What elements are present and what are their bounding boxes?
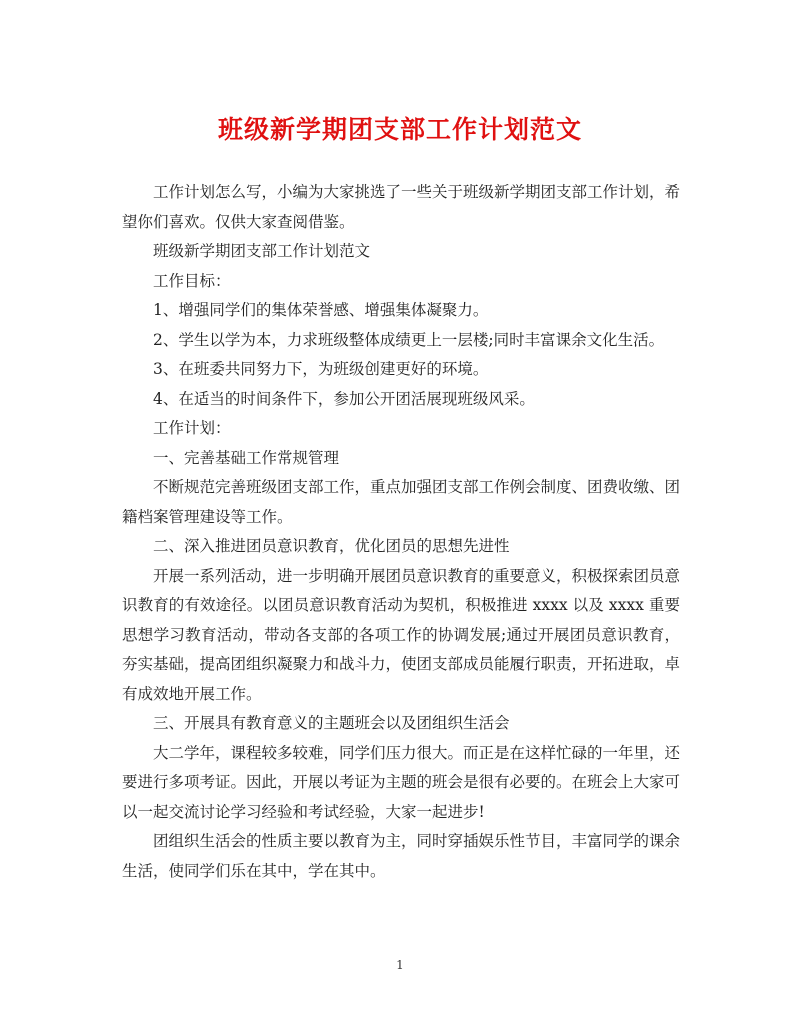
- page-number: 1: [396, 958, 404, 972]
- goal-item-3: 3、在班委共同努力下，为班级创建更好的环境。: [153, 360, 489, 378]
- section-paragraph-3a: 大二学年，课程较多较难，同学们压力很大。而正是在这样忙碌的一年里，还要进行多项考证。因此，开展以考证为主题的班会是很有必要的。在班会上大家可以一起交流讨论学习经验和考试经验，大家一起进步!: [122, 743, 681, 821]
- section-heading-3: 三、开展具有教育意义的主题班会以及团组织生活会: [153, 714, 510, 732]
- plan-heading: 工作计划：: [153, 419, 231, 437]
- section-heading-1: 一、完善基础工作常规管理: [153, 448, 340, 467]
- goals-heading: 工作目标：: [153, 271, 231, 290]
- goal-item-2: 2、学生以学为本，力求班级整体成绩更上一层楼;同时丰富课余文化生活。: [153, 330, 665, 349]
- section-heading-2: 二、深入推进团员意识教育，优化团员的思想先进性: [153, 537, 510, 555]
- section-paragraph-1: 不断规范完善班级团支部工作，重点加强团支部工作例会制度、团费收缴、团籍档案管理建设等工作。: [122, 478, 681, 526]
- intro-paragraph: 工作计划怎么写，小编为大家挑选了一些关于班级新学期团支部工作计划，希望你们喜欢。仅供大家查阅借鉴。: [122, 183, 681, 231]
- section-paragraph-3b: 团组织生活会的性质主要以教育为主，同时穿插娱乐性节目，丰富同学的课余生活，使同学们乐在其中，学在其中。: [122, 832, 681, 880]
- goal-item-4: 4、在适当的时间条件下，参加公开团活展现班级风采。: [153, 389, 535, 408]
- document-body: [122, 178, 680, 886]
- subtitle-paragraph: 班级新学期团支部工作计划范文: [153, 242, 371, 260]
- goal-item-1: 1、增强同学们的集体荣誉感、增强集体凝聚力。: [153, 301, 489, 319]
- page-title: 班级新学期团支部工作计划范文: [217, 115, 582, 144]
- section-paragraph-2: 开展一系列活动，进一步明确开展团员意识教育的重要意义，积极探索团员意识教育的有效途径。以团员意识教育活动为契机，积极推进 xxxx 以及 xxxx 重要思想学习教育活动，带动各支部的各项工作的协调发展;通过开展团员意识教育，夯实基础，提高团组织凝聚力和战斗力，使团支部成员能履行职责，开拓进取，卓有成效地开展工作。: [122, 566, 681, 703]
